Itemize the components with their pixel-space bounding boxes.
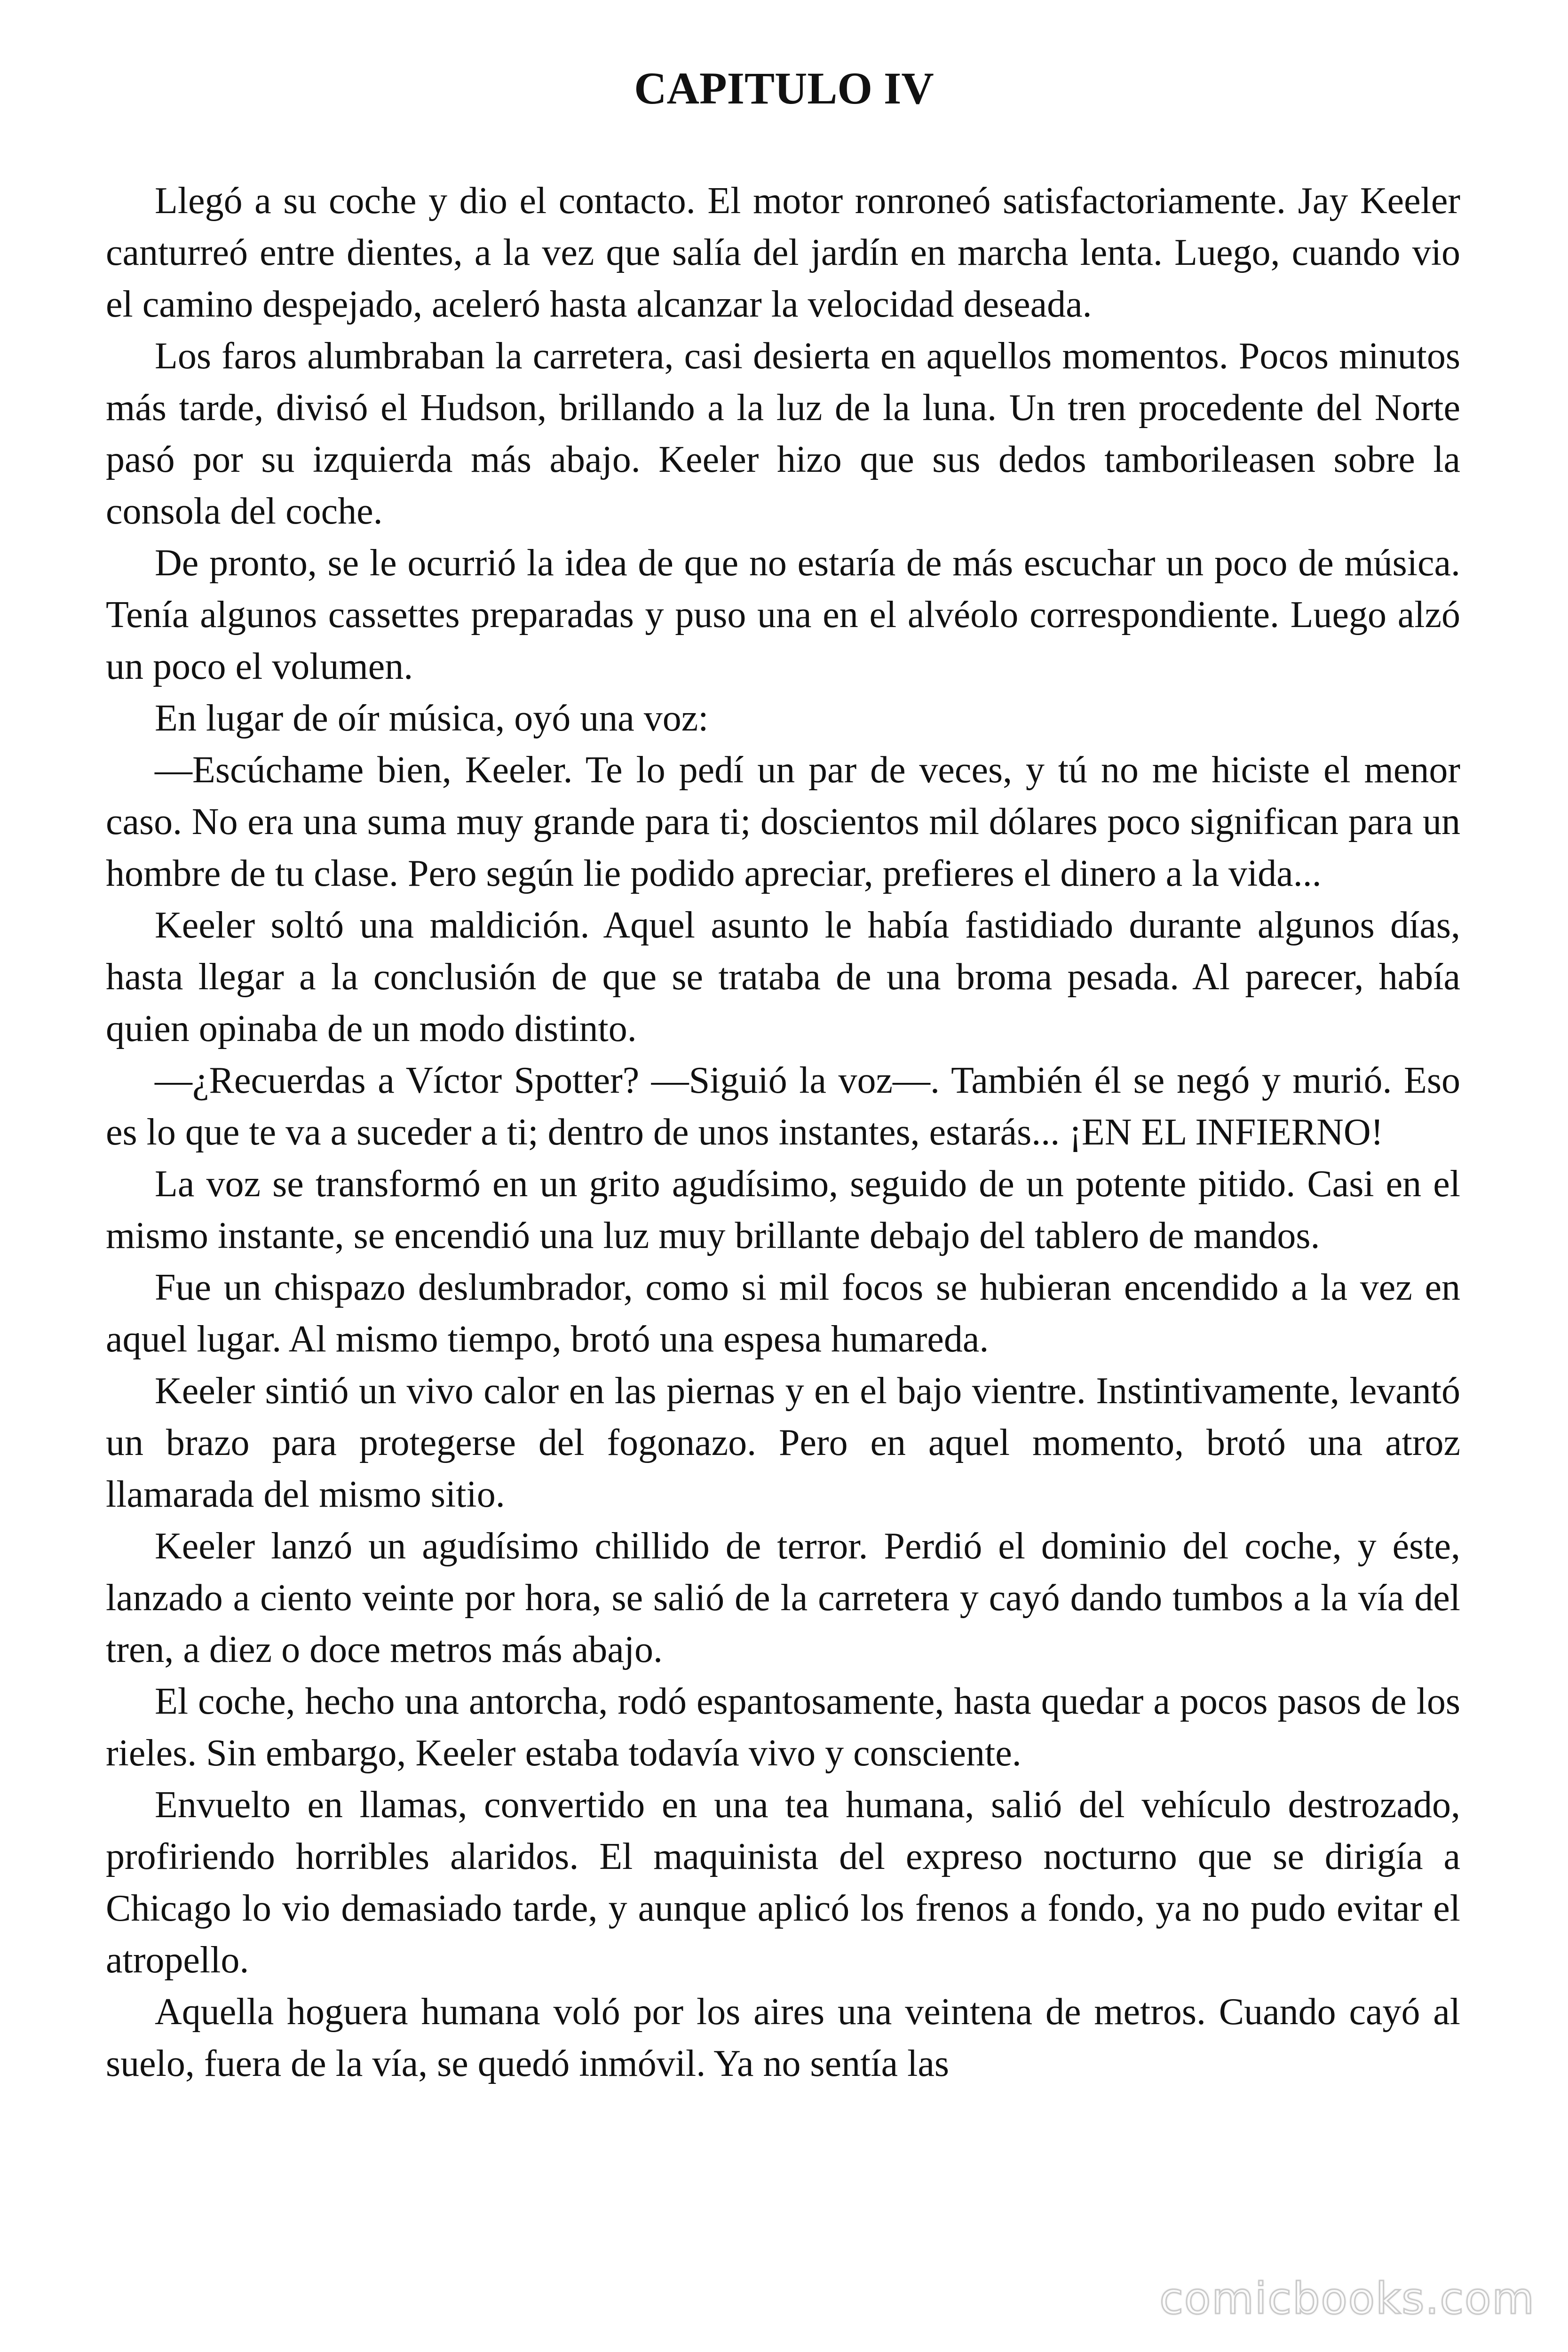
paragraph: Aquella hoguera humana voló por los aires una veintena de metros. Cuando cayó al suelo, fuera de la vía, se quedó inmóvil. Ya no sentía las	[106, 1991, 1460, 2084]
paragraph: Keeler soltó una maldición. Aquel asunto le había fastidiado durante algunos días, hasta llegar a la conclusión de que se trataba de una broma pesada. Al parecer, había quien opinaba de un modo distinto.	[106, 905, 1460, 1049]
paragraph: En lugar de oír música, oyó una voz:	[155, 698, 709, 739]
chapter-title: CAPITULO IV	[634, 63, 934, 113]
paragraph: Envuelto en llamas, convertido en una tea humana, salió del vehículo destrozado, profiriendo horribles alaridos. El maquinista del expreso nocturno que se dirigía a Chicago lo vio demasiado tarde, y aunque aplicó los frenos a fondo, ya no pudo evitar el atropello.	[106, 1784, 1460, 1981]
paragraph: Keeler lanzó un agudísimo chillido de terror. Perdió el dominio del coche, y éste, lanzado a ciento veinte por hora, se salió de la carretera y cayó dando tumbos a la vía del tren, a diez o doce metros más abajo.	[106, 1526, 1460, 1670]
paragraph: Fue un chispazo deslumbrador, como si mil focos se hubieran encendido a la vez en aquel lugar. Al mismo tiempo, brotó una espesa humareda.	[106, 1267, 1460, 1360]
body-text	[106, 175, 1460, 2090]
watermark-logo: comicbooks.com	[1155, 2273, 1540, 2324]
paragraph: La voz se transformó en un grito agudísimo, seguido de un potente pitido. Casi en el mismo instante, se encendió una luz muy brillante debajo del tablero de mandos.	[106, 1163, 1460, 1256]
paragraph: Llegó a su coche y dio el contacto. El motor ronroneó satisfactoriamente. Jay Keeler canturreó entre dientes, a la vez que salía del jardín en marcha lenta. Luego, cuando vio el camino despejado, aceleró hasta alcanzar la velocidad deseada.	[106, 180, 1460, 325]
paragraph: De pronto, se le ocurrió la idea de que no estaría de más escuchar un poco de música. Tenía algunos cassettes preparadas y puso una en el alvéolo correspondiente. Luego alzó un poco el volumen.	[106, 542, 1460, 687]
paragraph: Keeler sintió un vivo calor en las piernas y en el bajo vientre. Instintivamente, levantó un brazo para protegerse del fogonazo. Pero en aquel momento, brotó una atroz llamarada del mismo sitio.	[106, 1370, 1460, 1515]
paragraph: —¿Recuerdas a Víctor Spotter? —Siguió la voz—. También él se negó y murió. Eso es lo que te va a suceder a ti; dentro de unos instantes, estarás... ¡EN EL INFIERNO!	[106, 1060, 1460, 1153]
paragraph: —Escúchame bien, Keeler. Te lo pedí un par de veces, y tú no me hiciste el menor caso. No era una suma muy grande para ti; doscientos mil dólares poco significan para un hombre de tu clase. Pero según lie podido apreciar, prefieres el dinero a la vida...	[106, 749, 1460, 894]
paragraph: El coche, hecho una antorcha, rodó espantosamente, hasta quedar a pocos pasos de los rieles. Sin embargo, Keeler estaba todavía vivo y consciente.	[106, 1681, 1460, 1774]
paragraph: Los faros alumbraban la carretera, casi desierta en aquellos momentos. Pocos minutos más tarde, divisó el Hudson, brillando a la luz de la luna. Un tren procedente del Norte pasó por su izquierda más abajo. Keeler hizo que sus dedos tamborileasen sobre la consola del coche.	[106, 335, 1460, 532]
